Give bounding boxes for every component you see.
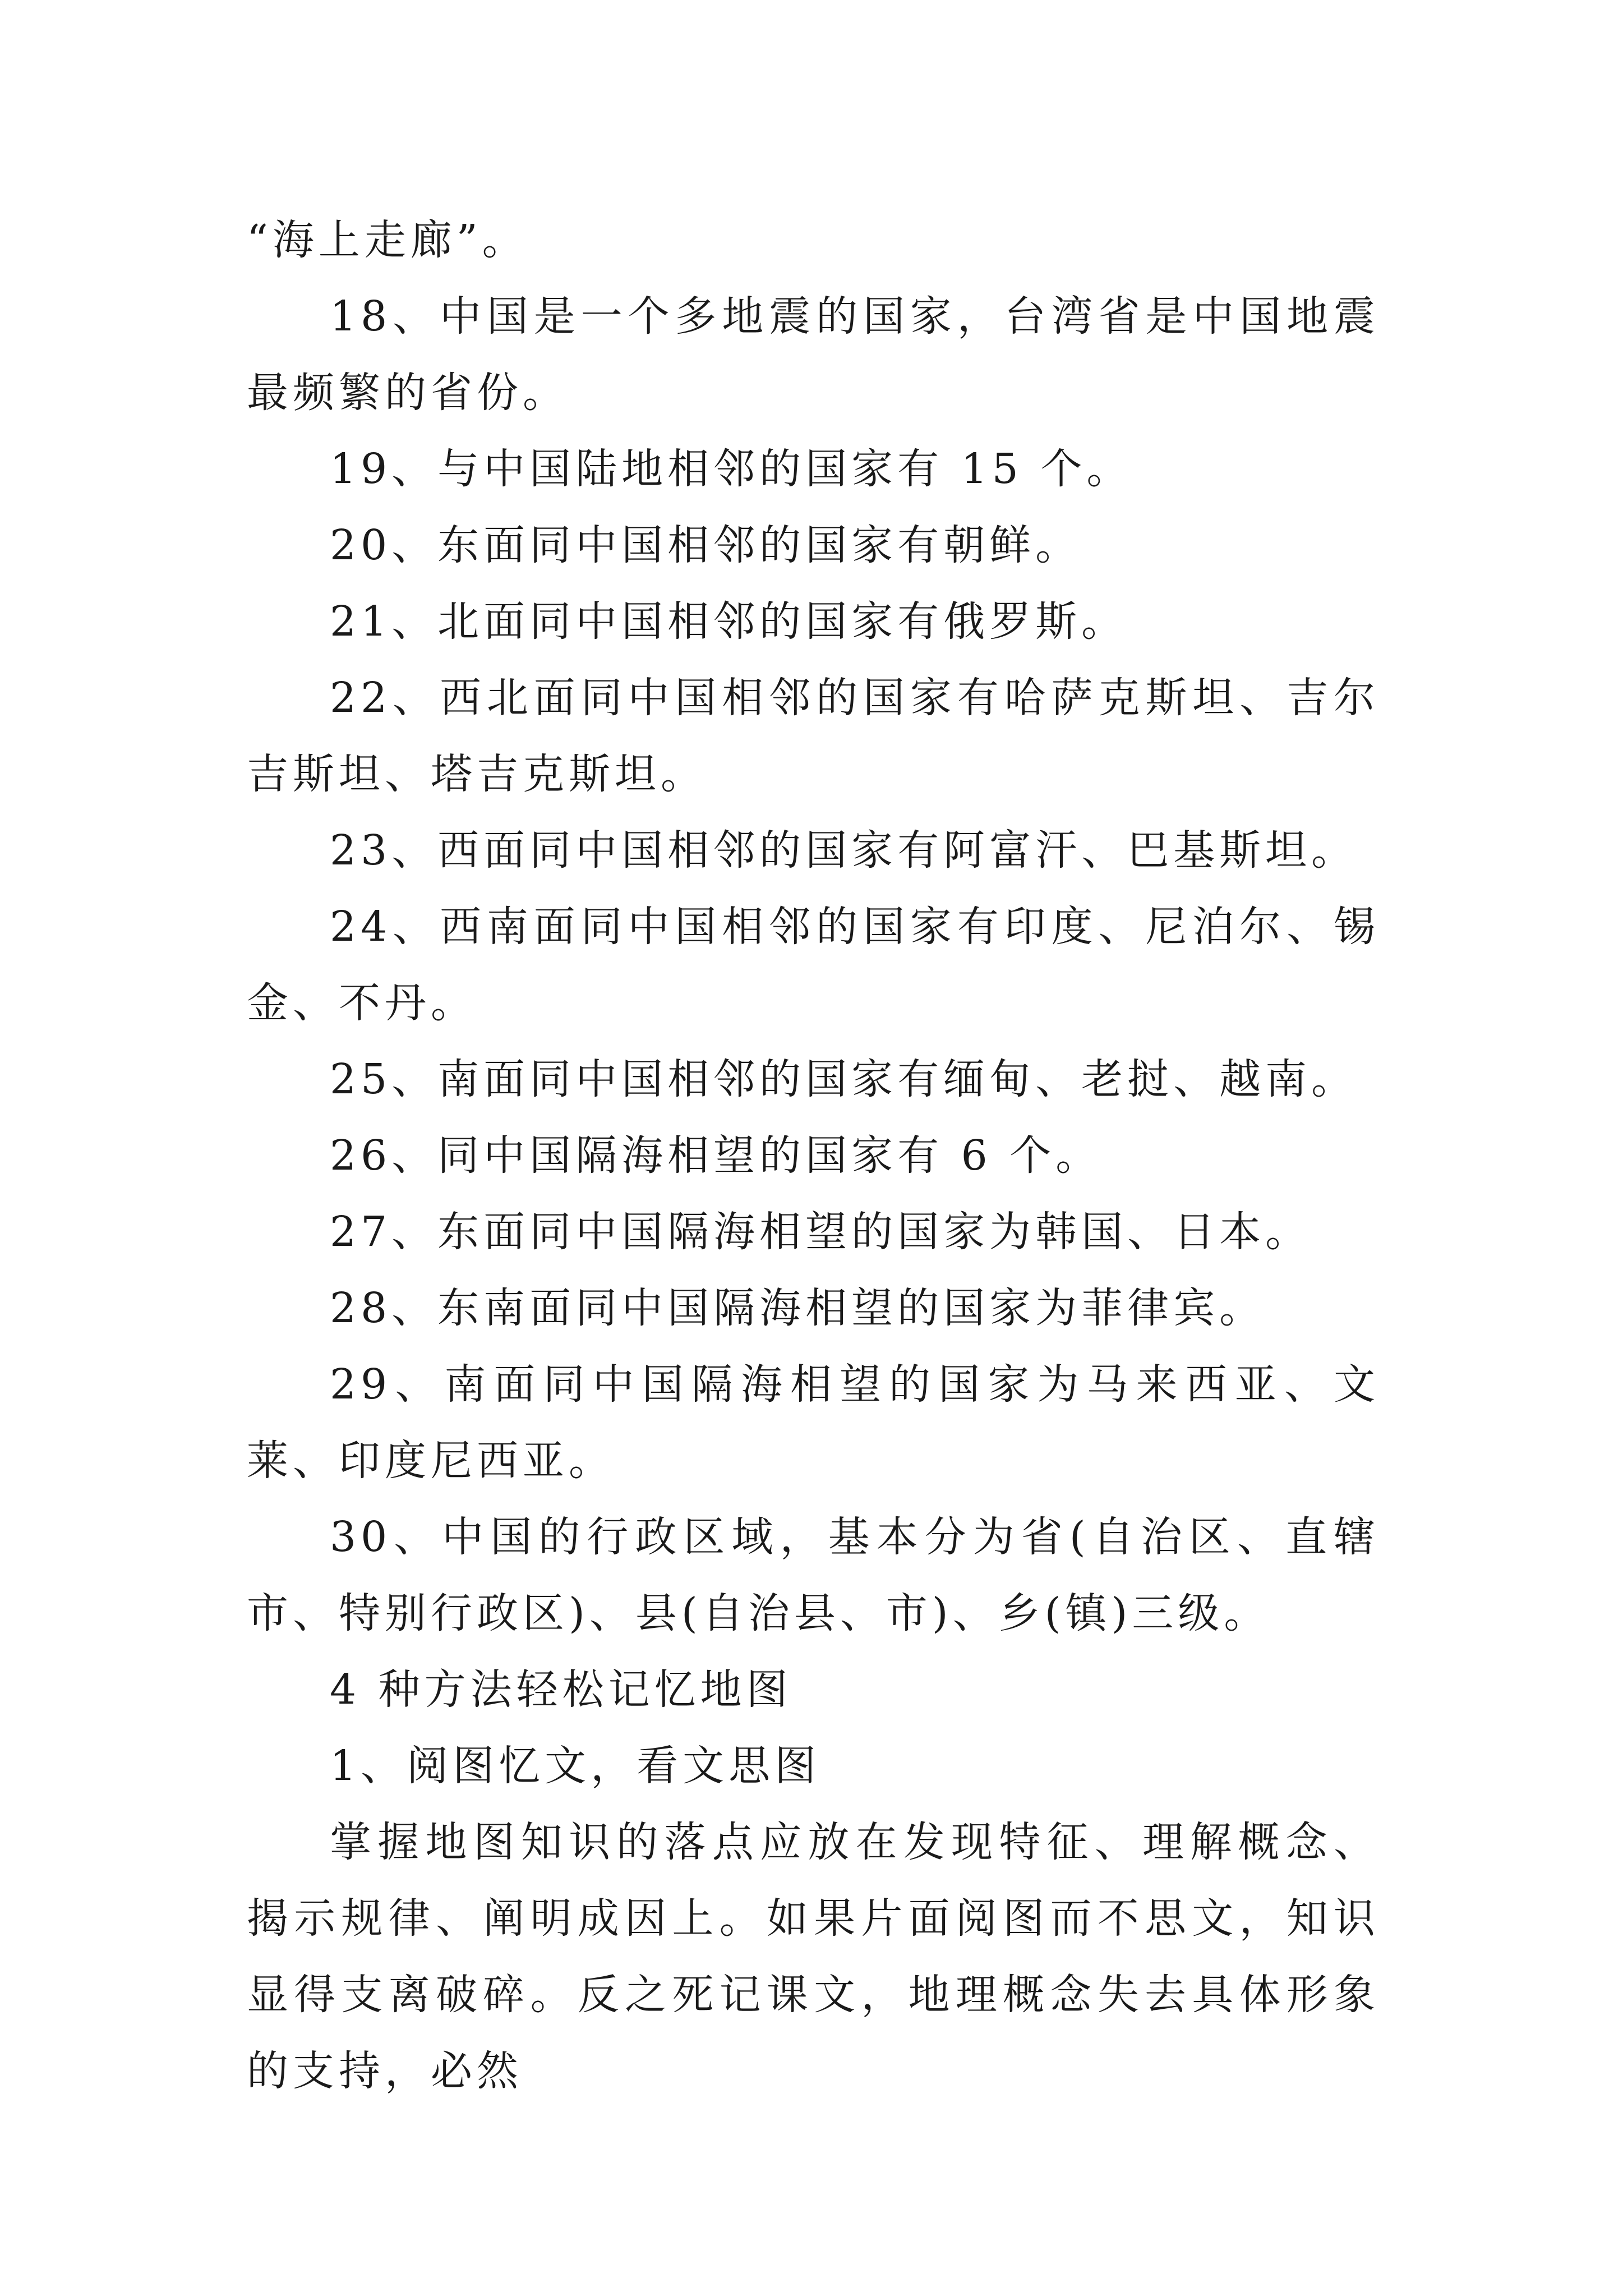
paragraph-item-23: 23、西面同中国相邻的国家有阿富汗、巴基斯坦。 [330,826,1358,875]
paragraph-item-19: 19、与中国陆地相邻的国家有 15 个。 [330,445,1133,493]
section-heading-map-memory: 4 种方法轻松记忆地图 [330,1665,792,1714]
paragraph-item-22: 22、西北面同中国相邻的国家有哈萨克斯坦、吉尔吉斯坦、塔吉克斯坦。 [247,674,1380,798]
paragraph-method-1-body: 掌握地图知识的落点应放在发现特征、理解概念、揭示规律、阐明成因上。如果片面阅图而不思文，知识显得支离破碎。反之死记课文，地理概念失去具体形象的支持，必然 [247,1818,1380,2095]
paragraph-item-18: 18、中国是一个多地震的国家，台湾省是中国地震最频繁的省份。 [247,292,1380,417]
paragraph-item-24: 24、西南面同中国相邻的国家有印度、尼泊尔、锡金、不丹。 [247,903,1380,1027]
paragraph-item-30: 30、中国的行政区域，基本分为省(自治区、直辖市、特别行政区)、县(自治县、市)、乡(镇)三级。 [247,1513,1380,1637]
paragraph-item-20: 20、东面同中国相邻的国家有朝鲜。 [330,521,1082,569]
subheading-method-1: 1、阅图忆文，看文思图 [330,1742,821,1790]
paragraph-sea-corridor: “海上走廊”。 [247,216,528,264]
paragraph-item-27: 27、东面同中国隔海相望的国家为韩国、日本。 [330,1208,1312,1256]
paragraph-item-28: 28、东南面同中国隔海相望的国家为菲律宾。 [330,1284,1266,1332]
paragraph-item-29: 29、南面同中国隔海相望的国家为马来西亚、文莱、印度尼西亚。 [247,1360,1380,1485]
paragraph-item-26: 26、同中国隔海相望的国家有 6 个。 [330,1131,1102,1180]
paragraph-item-25: 25、南面同中国相邻的国家有缅甸、老挝、越南。 [330,1055,1358,1103]
paragraph-item-21: 21、北面同中国相邻的国家有俄罗斯。 [330,597,1128,646]
